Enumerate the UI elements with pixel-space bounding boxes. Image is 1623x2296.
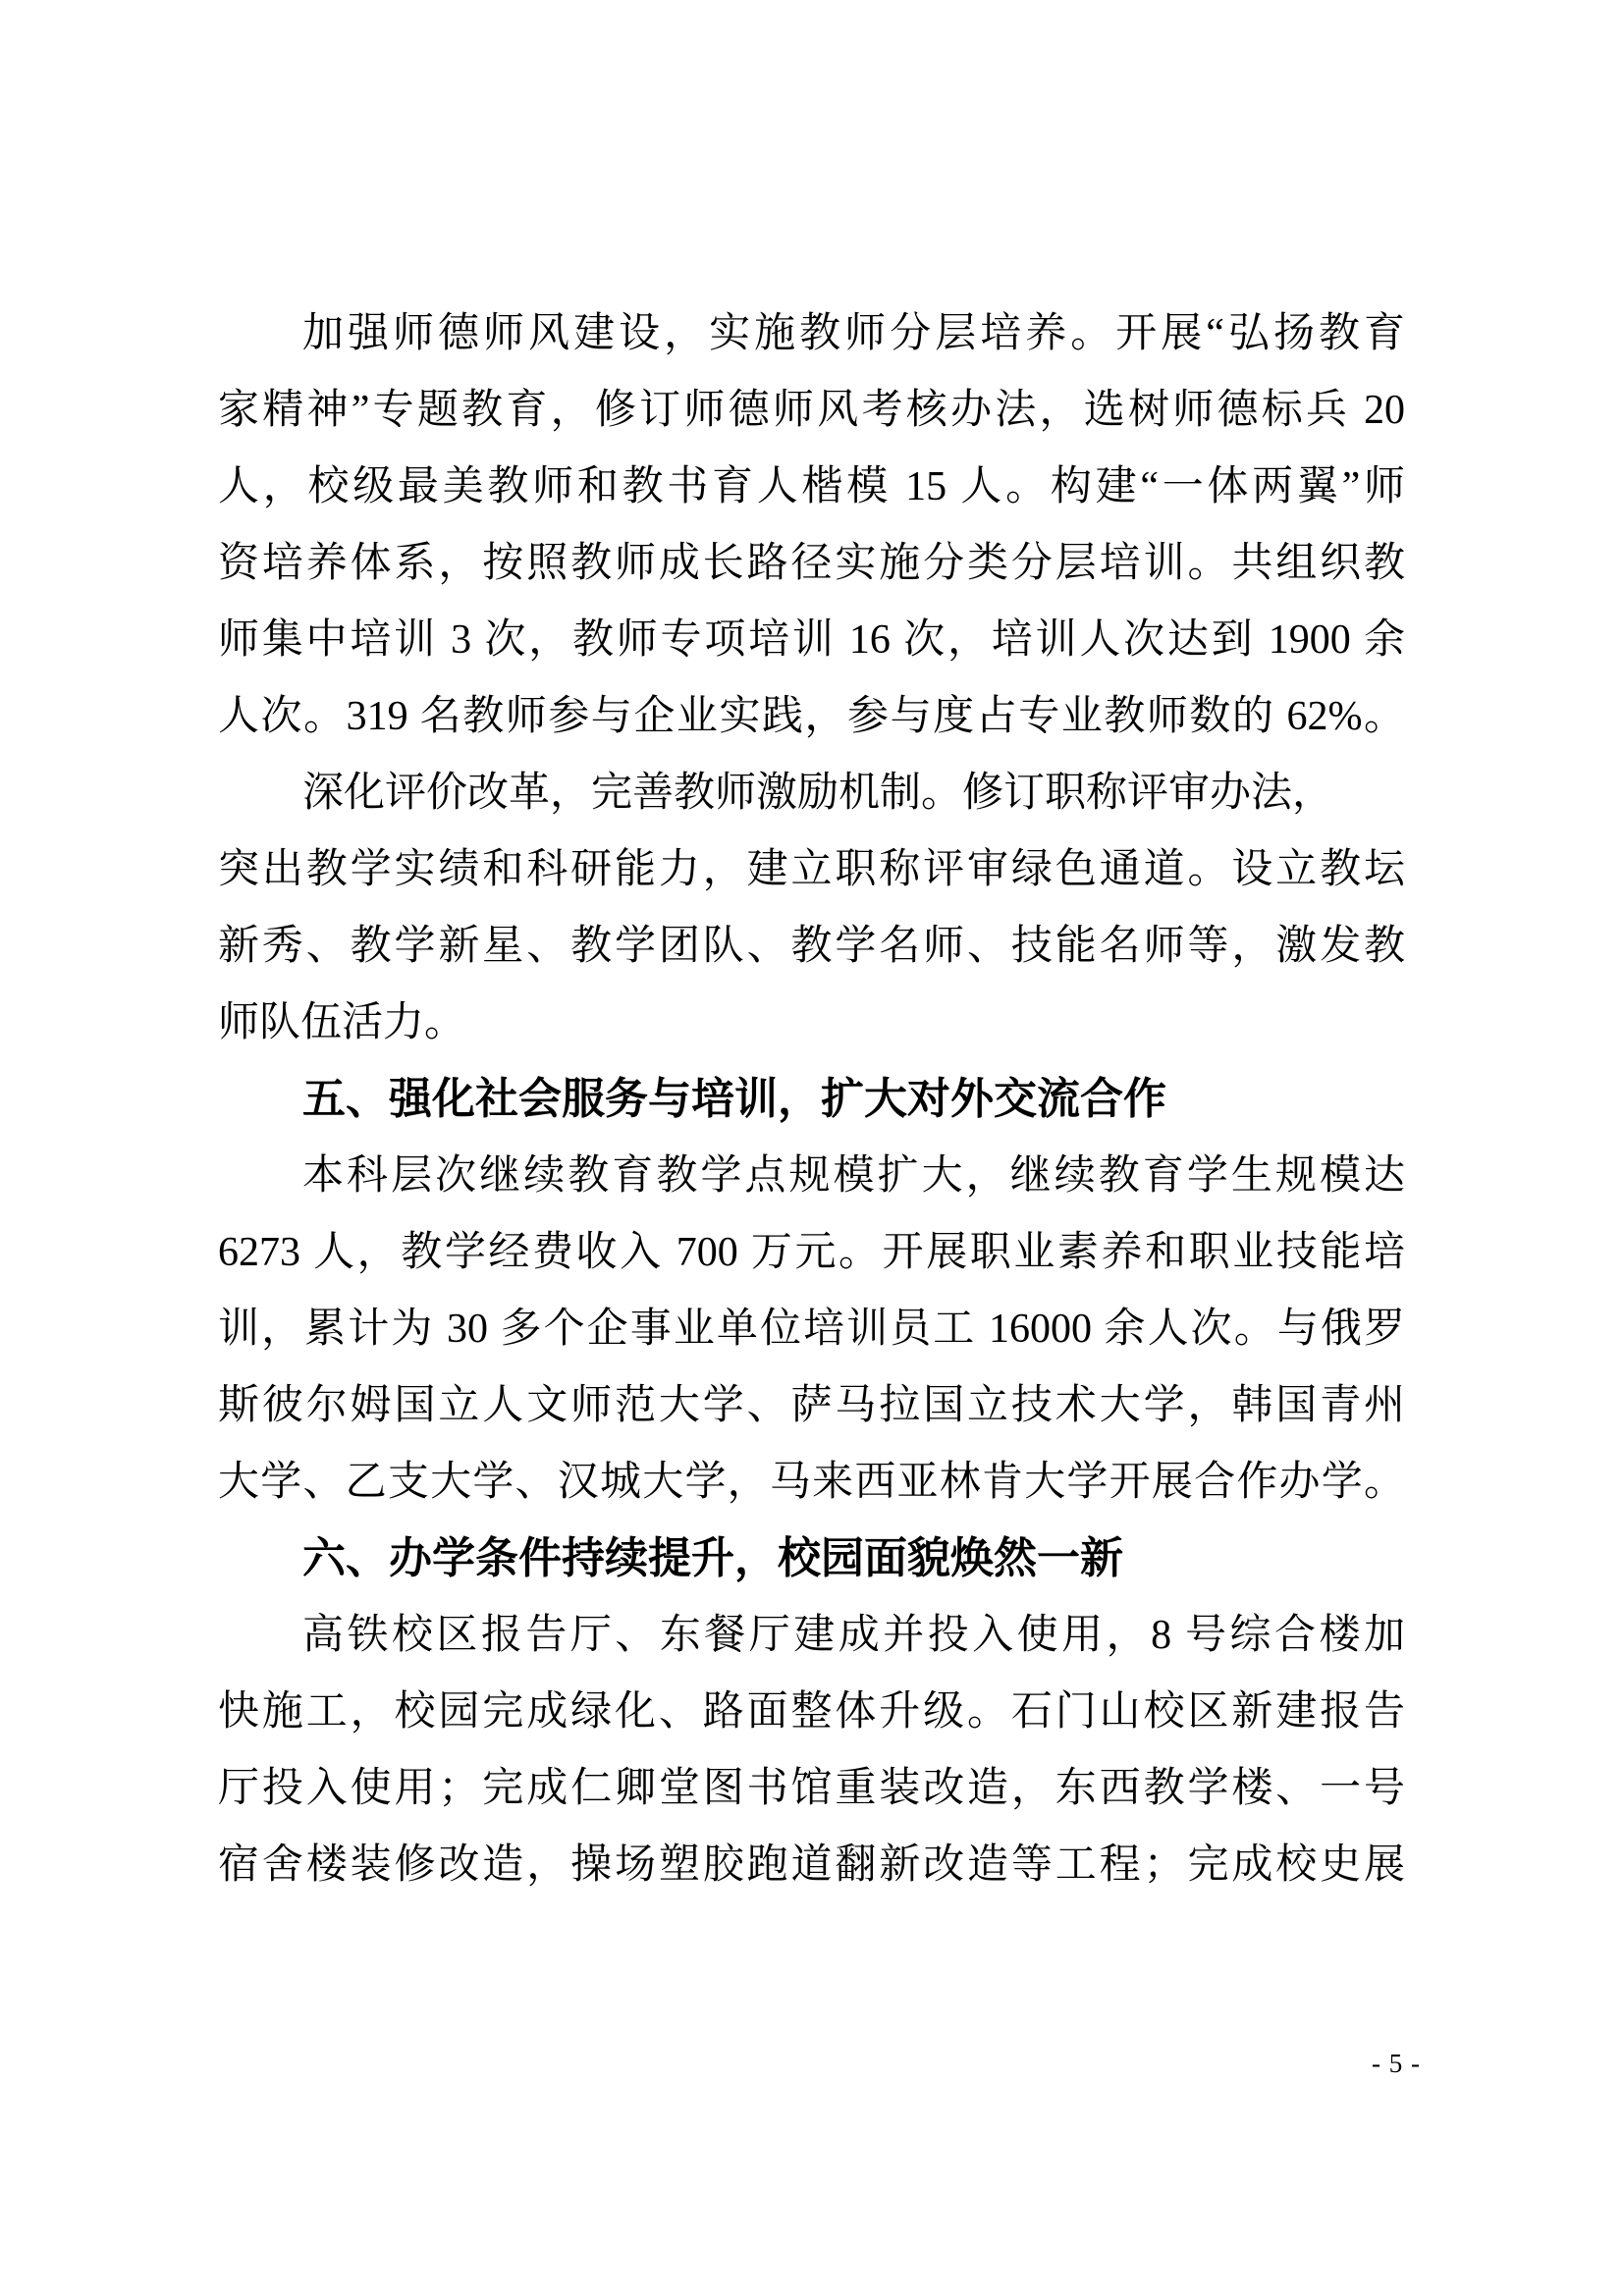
- page-number: - 5 -: [1372, 2049, 1421, 2078]
- body-text-line: 训，累计为 30 多个企事业单位培训员工 16000 余人次。与俄罗: [218, 1307, 1405, 1352]
- document-body: [218, 295, 1405, 1903]
- section-6-heading: 六、办学条件持续提升，校园面貌焕然一新: [302, 1534, 1123, 1582]
- body-text-line: 本科层次继续教育教学点规模扩大，继续教育学生规模达: [302, 1153, 1405, 1199]
- body-text-line: 人，校级最美教师和教书育人楷模 15 人。构建“一体两翼”师: [218, 464, 1405, 509]
- body-text-line: 大学、乙支大学、汉城大学，马来西亚林肯大学开展合作办学。: [218, 1460, 1405, 1505]
- body-text-line: 师集中培训 3 次，教师专项培训 16 次，培训人次达到 1900 余: [218, 617, 1405, 663]
- body-text-line: 加强师德师风建设，实施教师分层培养。开展“弘扬教育: [302, 311, 1405, 356]
- body-text-line: 人次。319 名教师参与企业实践，参与度占专业教师数的 62%。: [218, 694, 1405, 739]
- body-text-line: 斯彼尔姆国立人文师范大学、萨马拉国立技术大学，韩国青州: [218, 1383, 1405, 1428]
- body-text-line: 高铁校区报告厅、东餐厅建成并投入使用，8 号综合楼加: [302, 1613, 1405, 1658]
- body-text-line: 资培养体系，按照教师成长路径实施分类分层培训。共组织教: [218, 541, 1405, 586]
- body-text-line: 快施工，校园完成绿化、路面整体升级。石门山校区新建报告: [218, 1689, 1405, 1735]
- body-text-line: 6273 人，教学经费收入 700 万元。开展职业素养和职业技能培: [218, 1230, 1405, 1275]
- body-text-line: 突出教学实绩和科研能力，建立职称评审绿色通道。设立教坛: [218, 847, 1405, 892]
- body-text-line: 家精神”专题教育，修订师德师风考核办法，选树师德标兵 20: [218, 388, 1405, 433]
- body-text-line: 厅投入使用；完成仁卿堂图书馆重装改造，东西教学楼、一号: [218, 1766, 1405, 1811]
- section-5-heading: 五、强化社会服务与培训，扩大对外交流合作: [302, 1075, 1166, 1123]
- body-text-line: 深化评价改革，完善教师激励机制。修订职称评审办法，: [302, 771, 1334, 816]
- body-text-line: 新秀、教学新星、教学团队、教学名师、技能名师等，激发教: [218, 924, 1405, 969]
- body-text-line: 师队伍活力。: [218, 1000, 466, 1045]
- body-text-line: 宿舍楼装修改造，操场塑胶跑道翻新改造等工程；完成校史展: [218, 1842, 1405, 1888]
